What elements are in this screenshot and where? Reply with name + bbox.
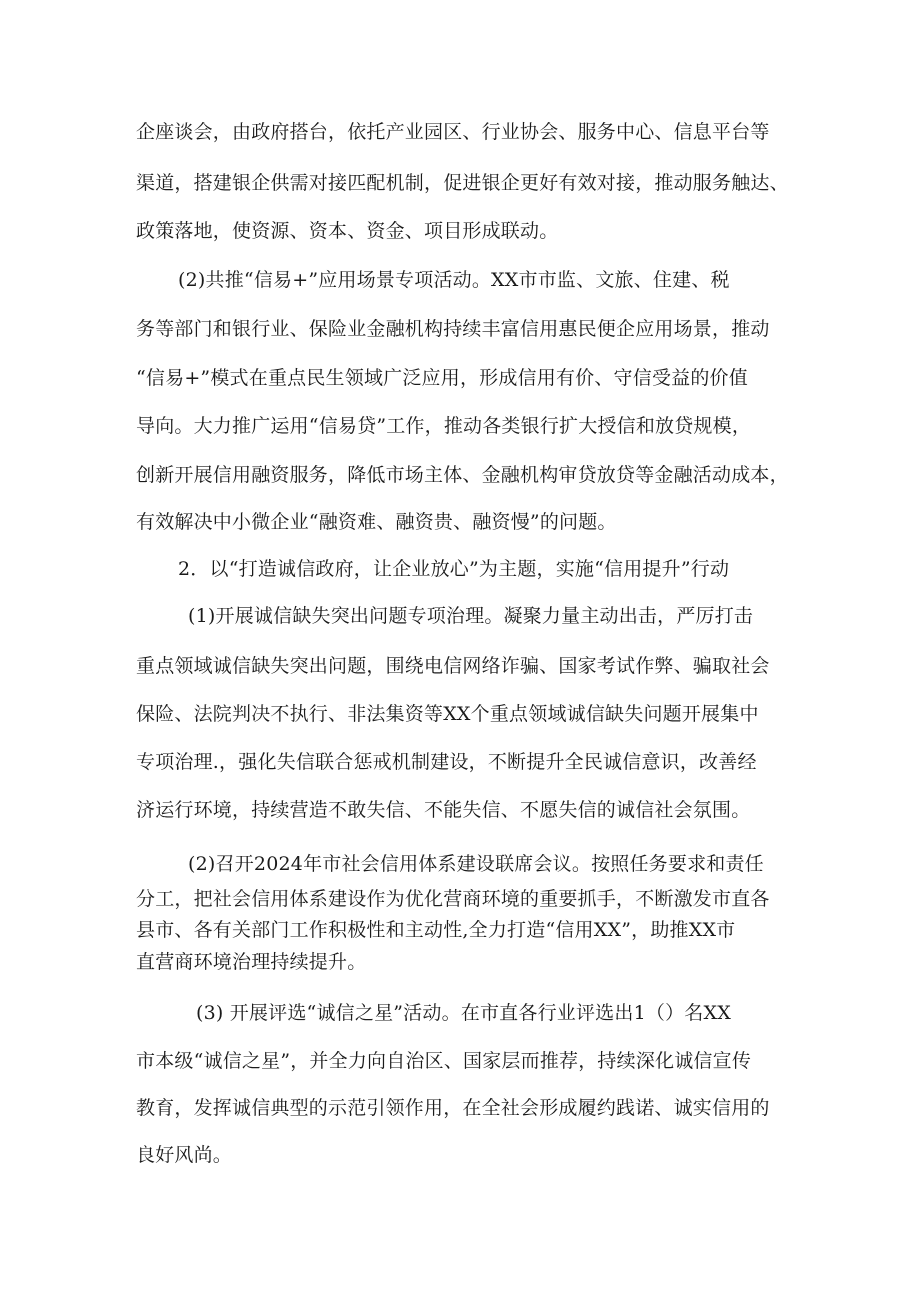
paragraph-5-line-1: (3) 开展评选“诚信之星”活动。在市直各行业评选出1（）名XX <box>196 1002 731 1024</box>
paragraph-3-line-4: 专项治理.，强化失信联合惩戒机制建设，不断提升全民诚信意识，改善经 <box>136 751 757 773</box>
paragraph-4-line-4: 直营商环境治理持续提升。 <box>136 951 367 973</box>
paragraph-2-line-1: (2)共推“信易+”应用场景专项活动。XX市市监、文旅、住建、税 <box>178 269 730 291</box>
paragraph-4-line-1: (2)召开2024年市社会信用体系建设联席会议。按照任务要求和责任 <box>188 853 764 875</box>
paragraph-2-line-3: “信易+”模式在重点民生领域广泛应用，形成信用有价、守信受益的价值 <box>136 367 748 389</box>
paragraph-5-line-3: 教育，发挥诚信典型的示范引领作用，在全社会形成履约践诺、诚实信用的 <box>136 1097 770 1119</box>
section-heading-2: 2．以“打造诚信政府，让企业放心”为主题，实施“信用提升”行动 <box>178 558 730 580</box>
paragraph-3-line-3: 保险、法院判决不执行、非法集资等XX个重点领域诚信缺失问题开展集中 <box>136 703 759 725</box>
paragraph-4-line-2: 分工，把社会信用体系建设作为优化营商环境的重要抓手，不断激发市直各 <box>136 888 770 910</box>
paragraph-3-line-5: 济运行环境，持续营造不敢失信、不能失信、不愿失信的诚信社会氛围。 <box>136 799 751 821</box>
paragraph-2-line-4: 导向。大力推广运用“信易贷”工作，推动各类银行扩大授信和放贷规模， <box>136 415 752 437</box>
paragraph-4-line-3: 县市、各有关部门工作积极性和主动性,全力打造“信用XX”，助推XX市 <box>136 919 736 941</box>
paragraph-3-line-2: 重点领域诚信缺失突出问题，围绕电信网络诈骗、国家考试作弊、骗取社会 <box>136 655 770 677</box>
paragraph-5-line-2: 市本级“诚信之星”，并全力向自治区、国家层而推荐，持续深化诚信宣传 <box>136 1050 752 1072</box>
paragraph-1-line-1: 企座谈会，由政府搭台，依托产业园区、行业协会、服务中心、信息平台等 <box>136 121 770 143</box>
paragraph-2-line-2: 务等部门和银行业、保险业金融机构持续丰富信用惠民便企应用场景，推动 <box>136 318 770 340</box>
paragraph-5-line-4: 良好风尚。 <box>136 1144 233 1166</box>
paragraph-1-line-2: 渠道，搭建银企供需对接匹配机制，促进银企更好有效对接，推动服务触达、 <box>136 172 789 194</box>
paragraph-2-line-6: 有效解决中小微企业“融资难、融资贵、融资慢”的问题。 <box>136 511 617 533</box>
paragraph-1-line-3: 政策落地，使资源、资本、资金、项目形成联动。 <box>136 220 559 242</box>
paragraph-2-line-5: 创新开展信用融资服务，降低市场主体、金融机构审贷放贷等金融活动成本， <box>136 464 789 486</box>
paragraph-3-line-1: (1)开展诚信缺失突出问题专项治理。凝聚力量主动出击，严厉打击 <box>188 605 754 627</box>
